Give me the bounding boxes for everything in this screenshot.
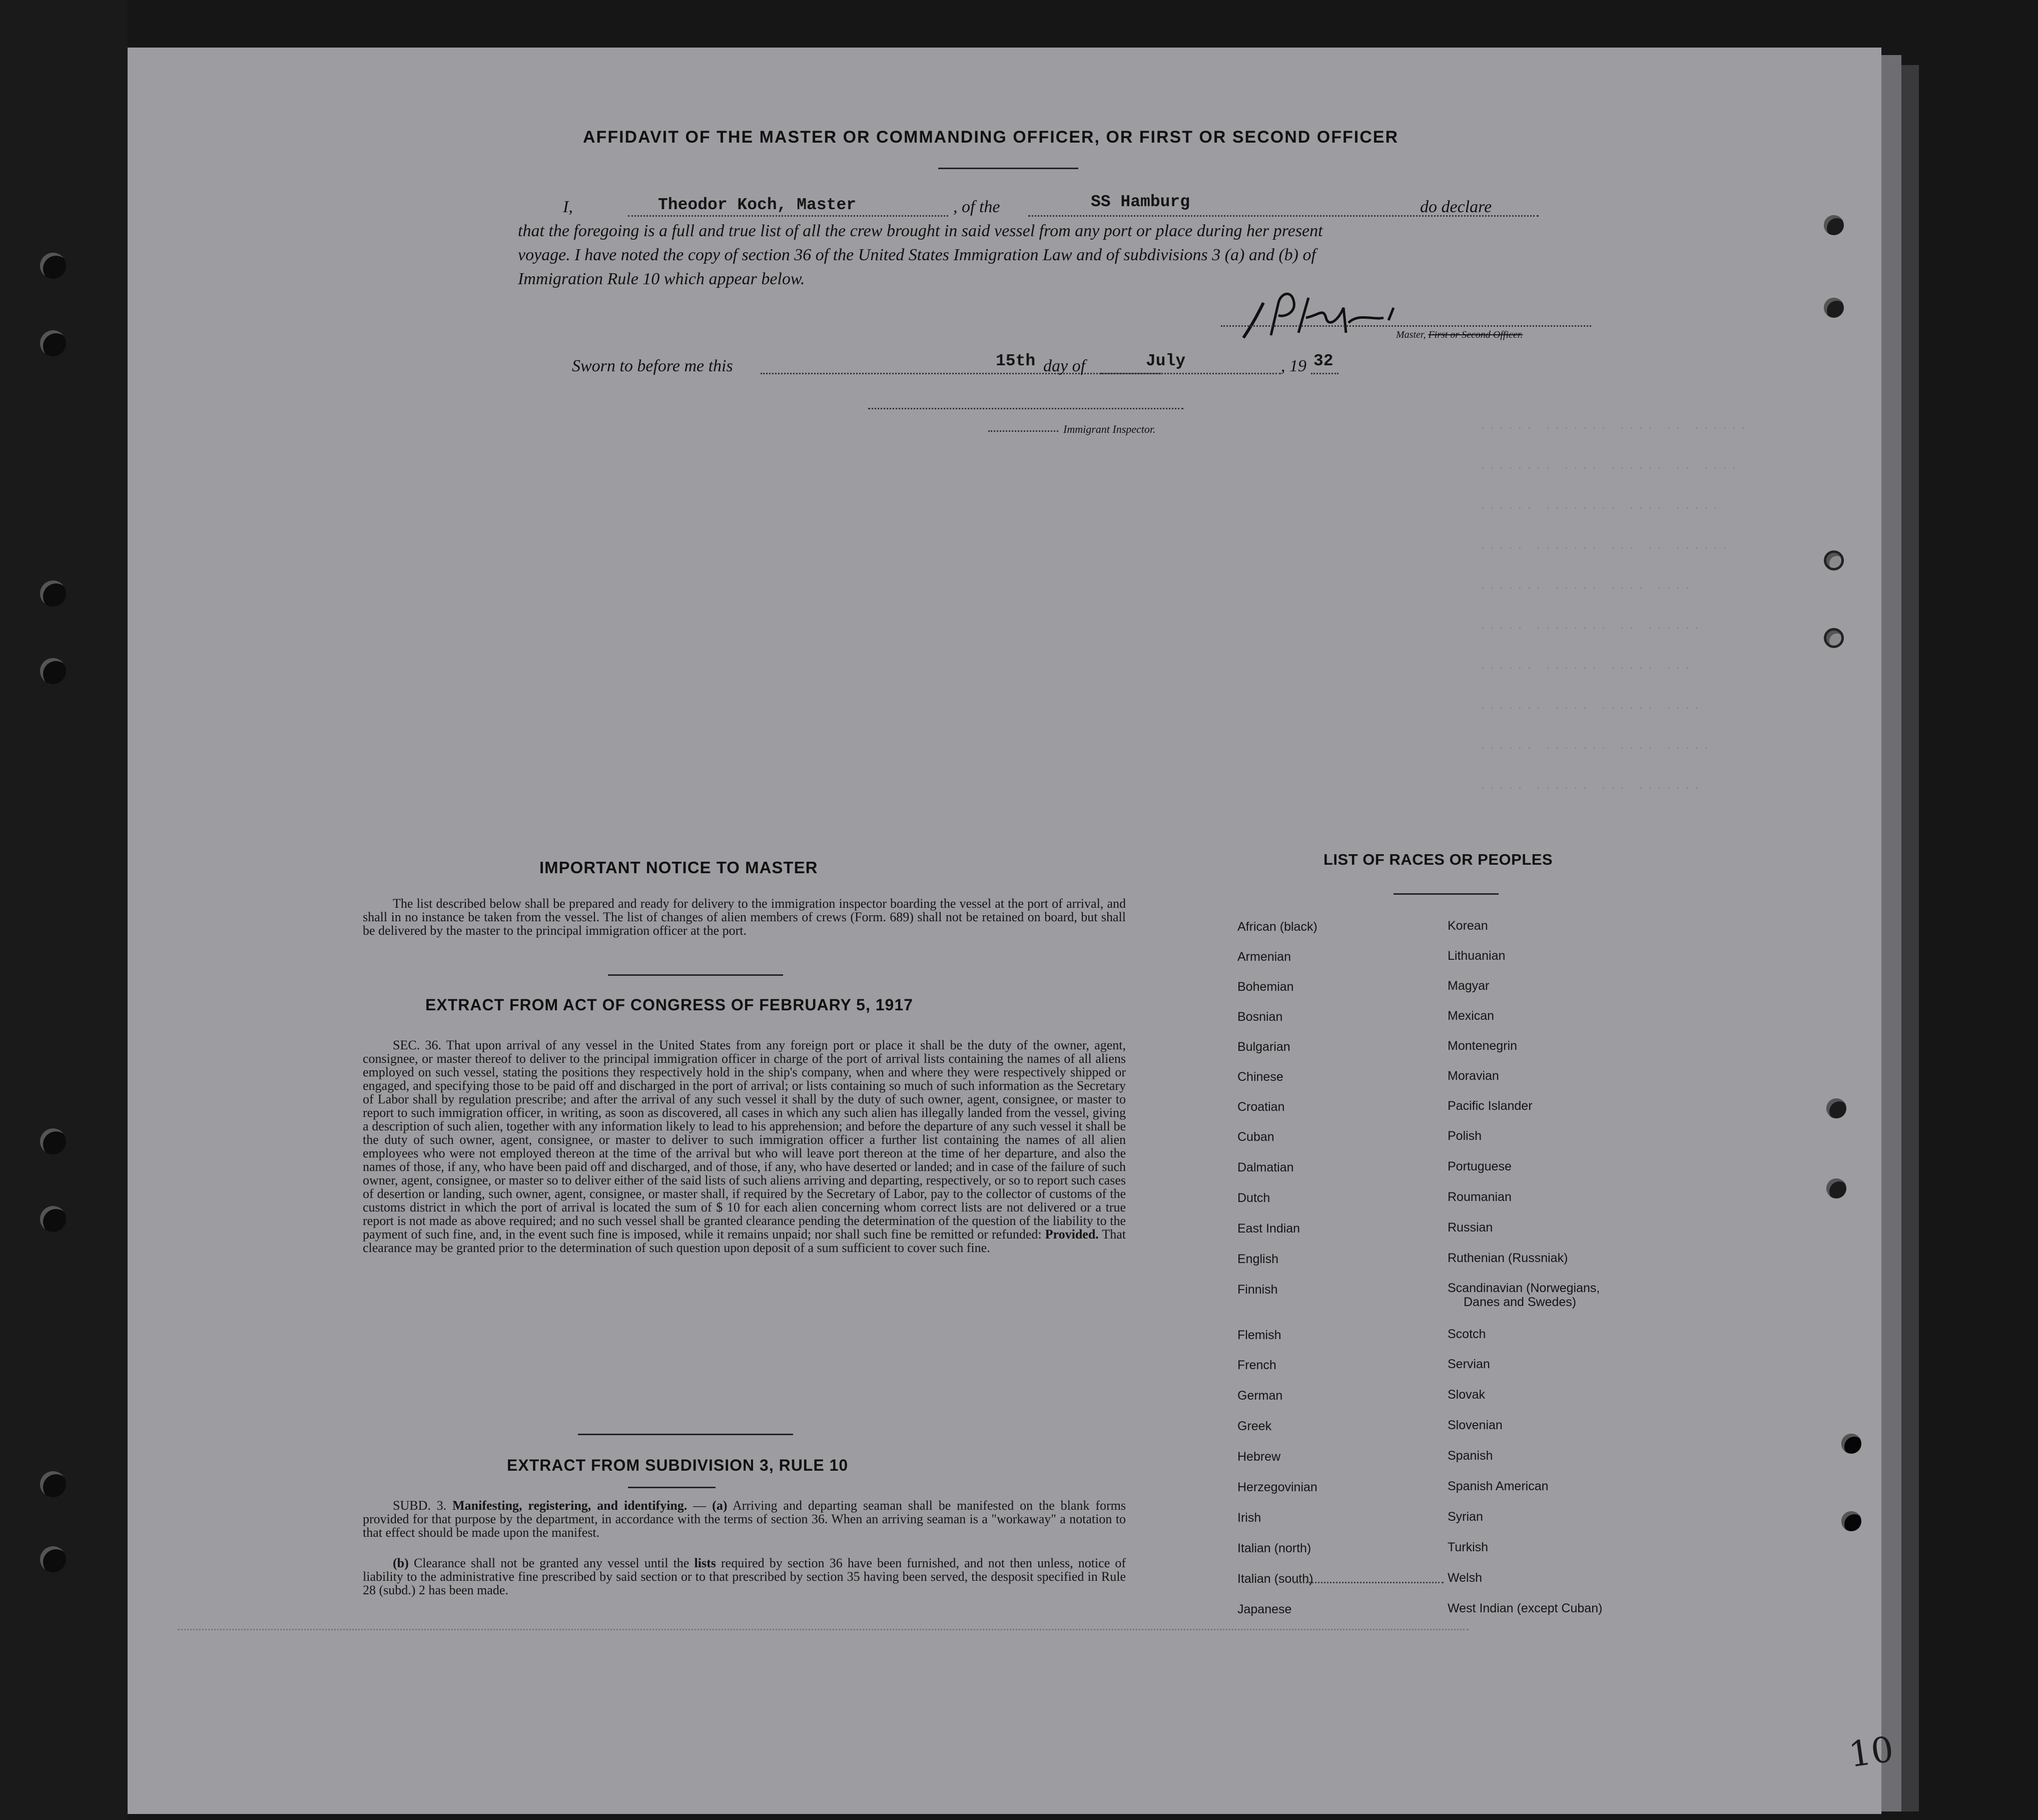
bleed-through-text: ∙∙∙∙∙∙ ∙∙∙∙∙∙∙ ∙∙∙∙ ∙∙∙∙∙ [1479,741,1712,756]
race-item: Mexican [1448,1009,1495,1023]
document-page [128,48,1896,1814]
signer-caption [1396,329,1523,341]
month-line [1101,373,1281,374]
binder-hole-icon [40,658,66,684]
do-declare-label: do declare [1420,198,1492,216]
binder-hole-icon [40,580,66,606]
name-field-line [628,215,948,217]
notice-text: The list described below shall be prepared and ready for delivery to the immigration inspector boarding the vessel at the port of arrival, and shall in no instance be taken from the vessel. The list of changes of alien members of crews (Form. 689) shall not be retained on board, but shall be delivered by the master to the principal immigration officer at the port. [363,896,1126,938]
race-item: Italian (north) [1237,1541,1311,1555]
race-item: Herzegovinian [1237,1480,1317,1494]
race-item: Greek [1237,1419,1272,1433]
rule10-b-text [363,1556,1126,1597]
act-heading: EXTRACT FROM ACT OF CONGRESS OF FEBRUARY 5, 1917 [425,996,913,1014]
rule10-heading: EXTRACT FROM SUBDIVISION 3, RULE 10 [507,1456,849,1474]
binder-hole-icon [1824,215,1844,235]
notice-heading: IMPORTANT NOTICE TO MASTER [539,858,818,877]
race-item: Croatian [1237,1100,1285,1114]
race-item: Roumanian [1448,1190,1512,1204]
rule10-a-label: (a) [712,1498,728,1513]
race-item: Cuban [1237,1130,1274,1144]
race-item: East Indian [1237,1222,1300,1236]
race-item: Korean [1448,919,1488,933]
binder-hole-icon [40,1128,66,1154]
race-item: English [1237,1252,1278,1266]
inspector-caption: Immigrant Inspector. [1063,423,1156,435]
race-item: Montenegrin [1448,1039,1517,1053]
signer-caption-master: Master, [1396,329,1426,340]
race-item: Moravian [1448,1069,1499,1083]
sworn-day-field: 15th [996,352,1036,370]
notice-rule [608,974,783,976]
year-prefix: , 19 [1281,357,1306,375]
race-item: Bosnian [1237,1010,1283,1024]
binder-hole-icon [1826,1178,1846,1198]
race-item: African (black) [1237,920,1317,934]
margin-mark: 10 [1846,1728,1896,1775]
affidavit-pronoun: I, [563,198,573,216]
month-field: July [1146,352,1186,370]
race-item: Pacific Islander [1448,1099,1533,1113]
binder-hole-icon [40,1471,66,1497]
rule10-b-body-2: required by section 36 have been furnished, and not then unless, notice of liability to the administrative fine prescribed by said section or to that prescribed by section 35 having been served, the desposit specified in Rule 28 (subd.) 2 has been made. [363,1556,1126,1597]
faint-dotted-guide [178,1629,1469,1630]
rule10-dash: — [687,1498,713,1513]
race-item: Scandinavian (Norwegians, [1448,1281,1600,1295]
rule10-subd-prefix: SUBD. 3. [393,1498,447,1513]
race-item: Dalmatian [1237,1160,1294,1174]
vessel-name-field: SS Hamburg [1091,193,1190,211]
bleed-through-text: ∙∙∙∙∙ ∙∙∙∙∙∙∙∙ ∙∙ ∙∙∙∙∙∙ [1479,621,1702,636]
bleed-through-text: ∙∙∙∙∙ ∙∙∙∙∙∙∙ ∙∙∙ ∙∙ ∙∙∙∙∙∙ [1479,540,1730,555]
bleed-through-text: ∙∙∙∙∙∙∙ ∙∙∙∙∙ ∙∙∙∙ ∙∙∙∙ [1479,580,1693,595]
binder-hole-icon [1824,628,1844,648]
race-item: Scotch [1448,1327,1486,1341]
binder-hole-icon [40,253,66,279]
act-body-end: That clearance may be granted prior to the determination of such question upon deposit of a sum sufficient to cover such fine. [363,1227,1126,1255]
binder-hole-icon [40,1206,66,1232]
race-item: German [1237,1389,1283,1403]
races-rule [1394,893,1499,895]
of-the-label: , of the [953,198,1000,216]
bleed-through-text: ∙∙∙∙∙∙∙ ∙∙∙∙ ∙∙∙∙∙∙ ∙∙∙∙ [1479,701,1702,716]
day-of-label: day of [1043,357,1086,375]
race-item: Japanese [1237,1602,1292,1616]
race-item: Chinese [1237,1070,1283,1084]
year-line [1311,373,1338,374]
race-item: Polish [1448,1129,1482,1143]
rule10-subd-title: Manifesting, registering, and identifying. [452,1498,688,1513]
race-item: Hebrew [1237,1450,1281,1464]
binder-hole-icon [40,1546,66,1572]
rule10-rule [628,1487,716,1488]
heading-rule [938,168,1078,169]
race-item: West Indian (except Cuban) [1448,1601,1603,1615]
race-item: Syrian [1448,1510,1483,1524]
binder-hole-icon [1841,1511,1861,1531]
race-item: Flemish [1237,1328,1281,1342]
rule10-a-text [363,1499,1126,1539]
rule10-b-lists: lists [694,1556,716,1570]
inspector-line [868,408,1183,409]
race-item: Danes and Swedes) [1464,1295,1577,1309]
binder-hole-icon [1824,298,1844,318]
race-item: Bohemian [1237,980,1294,994]
act-rule [578,1434,793,1435]
sworn-prefix: Sworn to before me this [572,357,733,375]
race-item: Magyar [1448,979,1490,993]
signature-line [1221,325,1591,327]
act-text [363,1038,1126,1255]
binder-hole-icon [1841,1434,1861,1454]
race-item: Irish [1237,1511,1261,1525]
rule10-b-body-1: Clearance shall not be granted any vessel until the [413,1556,690,1570]
race-item: Servian [1448,1357,1490,1371]
year-field: 32 [1313,352,1333,370]
underlying-page-edge-dark [1901,65,1919,1811]
race-item: Bulgarian [1237,1040,1290,1054]
affidavit-line-3: voyage. I have noted the copy of section 36 of the United States Immigration Law and of subdivisions 3 (a) and (b) of [518,246,1316,264]
binder-hole-icon [1824,550,1844,570]
affidavit-line-2: that the foregoing is a full and true list of all the crew brought in said vessel from any port or place during her present [518,222,1323,240]
signer-caption-struck: First or Second Officer. [1428,329,1523,340]
binder-hole-icon [1826,1098,1846,1118]
race-item: Slovenian [1448,1418,1503,1432]
act-provided-label: Provided. [1045,1227,1099,1242]
race-item: Dutch [1237,1191,1270,1205]
rule10-a-body: Arriving and departing seaman shall be manifested on the blank forms provided for that purpose by the department, in accordance with the terms of section 36. When an arriving seaman is a "workaway" a notation to that effect should be made upon the manifest. [363,1498,1126,1540]
race-item: Slovak [1448,1388,1486,1402]
race-item: Russian [1448,1221,1493,1235]
master-name-field: Theodor Koch, Master [658,196,857,214]
race-item: Ruthenian (Russniak) [1448,1251,1568,1265]
races-heading: LIST OF RACES OR PEOPLES [1323,851,1553,868]
races-dotted-guide [1293,1582,1444,1583]
rule10-b-label: (b) [393,1556,409,1570]
inspector-line-2 [988,430,1058,432]
bleed-through-text: ∙∙∙∙∙ ∙∙∙∙∙∙ ∙∙∙ ∙∙∙∙∙∙∙ [1479,781,1702,796]
affidavit-line-4: Immigration Rule 10 which appear below. [518,270,805,288]
race-item: Finnish [1237,1283,1278,1297]
affidavit-heading: AFFIDAVIT OF THE MASTER OR COMMANDING OFFICER, OR FIRST OR SECOND OFFICER [583,128,1399,147]
bleed-through-text: ∙∙∙∙∙∙ ∙∙∙∙∙∙ ∙∙∙∙∙ ∙∙∙ [1479,661,1693,676]
bleed-through-text: ∙∙∙∙∙∙∙∙ ∙∙∙∙ ∙∙∙∙∙∙ ∙∙ ∙∙∙∙ [1479,460,1739,475]
race-item: Spanish [1448,1449,1493,1463]
race-item: Italian (south) [1237,1572,1313,1586]
race-item: Armenian [1237,950,1291,964]
race-item: Spanish American [1448,1479,1549,1493]
bleed-through-text: ∙∙∙∙∙∙ ∙∙∙∙∙∙∙ ∙∙∙∙ ∙∙ ∙∙∙∙∙∙ [1479,420,1749,435]
race-item: Welsh [1448,1571,1483,1585]
act-body: SEC. 36. That upon arrival of any vessel in the United States from any foreign port or place it shall be the duty of the owner, agent, consignee, or master thereof to deliver to the principal immigration officer in charge of the port of arrival lists containing the names of all aliens employed on such vessel, stating the positions they respectively hold in the ship's company, when and where they were respectively shipped or engaged, and specifying those to be paid off and discharged in the port of arrival; or lists containing so much of such information as the Secretary of Labor shall by regulation prescribe; and after the arrival of any such vessel it shall by the duty of such owner, agent, consignee, or master to report to such immigration officer, in writing, as soon as discovered, all cases in which any such alien has illegally landed from the vessel, giving a description of such alien, together with any information likely to lead to his apprehension; and before the departure of any such vessel it shall be the duty of such owner, agent, consignee, or master to deliver to such immigration officer a further list containing the names of all alien employees who were not employed thereon at the time of the arrival but who will leave port thereon at the time of her departure, and also the names of those, if any, who have been paid off and discharged, and of those, if any, who have deserted or landed; and in case of the failure of such owner, agent, consignee, or master so to deliver either of the said lists of such aliens arriving and departing, respectively, or so to report such cases of desertion or landing, such owner, agent, consignee, or master shall, if required by the Secretary of Labor, pay to the collector of customs of the customs district in which the port of arrival is located the sum of $ 10 for each alien concerning whom correct lists are not delivered or a true report is not made as above required; and no such vessel shall be granted clearance pending the determination of the question of the liability to the payment of such fine, and, in the event such fine is imposed, while it remains unpaid; nor shall such fine be remitted or refunded: [363,1038,1126,1242]
bleed-through-text: ∙∙∙∙∙∙ ∙∙∙∙∙∙∙∙ ∙∙∙∙ ∙∙∙∙∙ [1479,500,1721,515]
race-item: Turkish [1448,1540,1489,1554]
binder-hole-icon [40,330,66,356]
race-item: Lithuanian [1448,949,1506,963]
race-item: French [1237,1358,1276,1372]
race-item: Portuguese [1448,1159,1512,1173]
